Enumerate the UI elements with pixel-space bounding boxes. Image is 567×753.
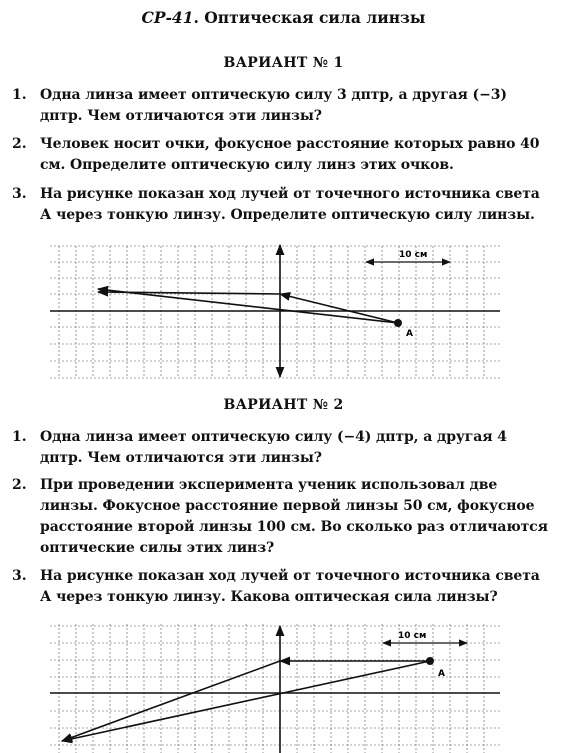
- task-number: 2.: [12, 477, 27, 493]
- figure-1-point-label: A: [406, 329, 413, 339]
- work-code: СР-41: [141, 8, 194, 27]
- task-text: На рисунке показан ход лучей от точечного источника света А через тонкую линзу. Определите оптическую силу линзы.: [40, 186, 540, 223]
- figure-1-point-source: [394, 319, 402, 327]
- page-title: [0, 8, 567, 27]
- ray-1-incident: [280, 294, 398, 323]
- task-number: 1.: [12, 87, 27, 103]
- variant-1-task-3: [12, 184, 552, 226]
- variant-2-task-1: [12, 427, 552, 469]
- task-text: При проведении эксперимента ученик использовал две линзы. Фокусное расстояние первой линзы 50 см, фокусное расстояние второй линзы 100 см. Во сколько раз отличаются оптические силы этих линз?: [40, 477, 548, 556]
- work-title: . Оптическая сила линзы: [193, 8, 426, 27]
- figure-1-rays: [98, 289, 398, 323]
- variant-2-title: ВАРИАНТ № 2: [223, 397, 344, 413]
- figure-1-scale-label: 10 см: [399, 250, 428, 260]
- task-text: Одна линза имеет оптическую силу 3 дптр, а другая (−3) дптр. Чем отличаются эти линзы?: [40, 87, 507, 124]
- task-text: Одна линза имеет оптическую силу (−4) дптр, а другая 4 дптр. Чем отличаются эти линзы?: [40, 429, 507, 466]
- figure-2-grid: [50, 624, 500, 753]
- variant-1-task-2: [12, 134, 552, 176]
- figure-2-scale-label: 10 см: [398, 631, 427, 641]
- task-text: На рисунке показан ход лучей от точечного источника света А через тонкую линзу. Какова оптическая сила линзы?: [40, 568, 540, 605]
- figure-2-rays: [62, 661, 430, 741]
- ray-2: [98, 289, 398, 323]
- task-number: 2.: [12, 136, 27, 152]
- figure-2-point-label: A: [438, 669, 445, 679]
- figure-1-grid: [50, 246, 500, 378]
- figure-1: [50, 245, 500, 378]
- task-text: Человек носит очки, фокусное расстояние которых равно 40 см. Определите оптическую силу линз этих очков.: [40, 136, 540, 173]
- variant-1-task-1: [12, 85, 552, 127]
- task-number: 3.: [12, 186, 27, 202]
- ray-1-refracted: [98, 292, 280, 294]
- ray-2: [62, 661, 430, 741]
- figure-2: [50, 624, 500, 753]
- variant-1-title: ВАРИАНТ № 1: [223, 55, 344, 71]
- task-number: 3.: [12, 568, 27, 584]
- task-number: 1.: [12, 429, 27, 445]
- variant-2-task-3: [12, 566, 552, 608]
- figure-2-point-source: [426, 657, 434, 665]
- ray-1-refracted: [62, 661, 280, 741]
- variant-2-task-2: [12, 475, 552, 559]
